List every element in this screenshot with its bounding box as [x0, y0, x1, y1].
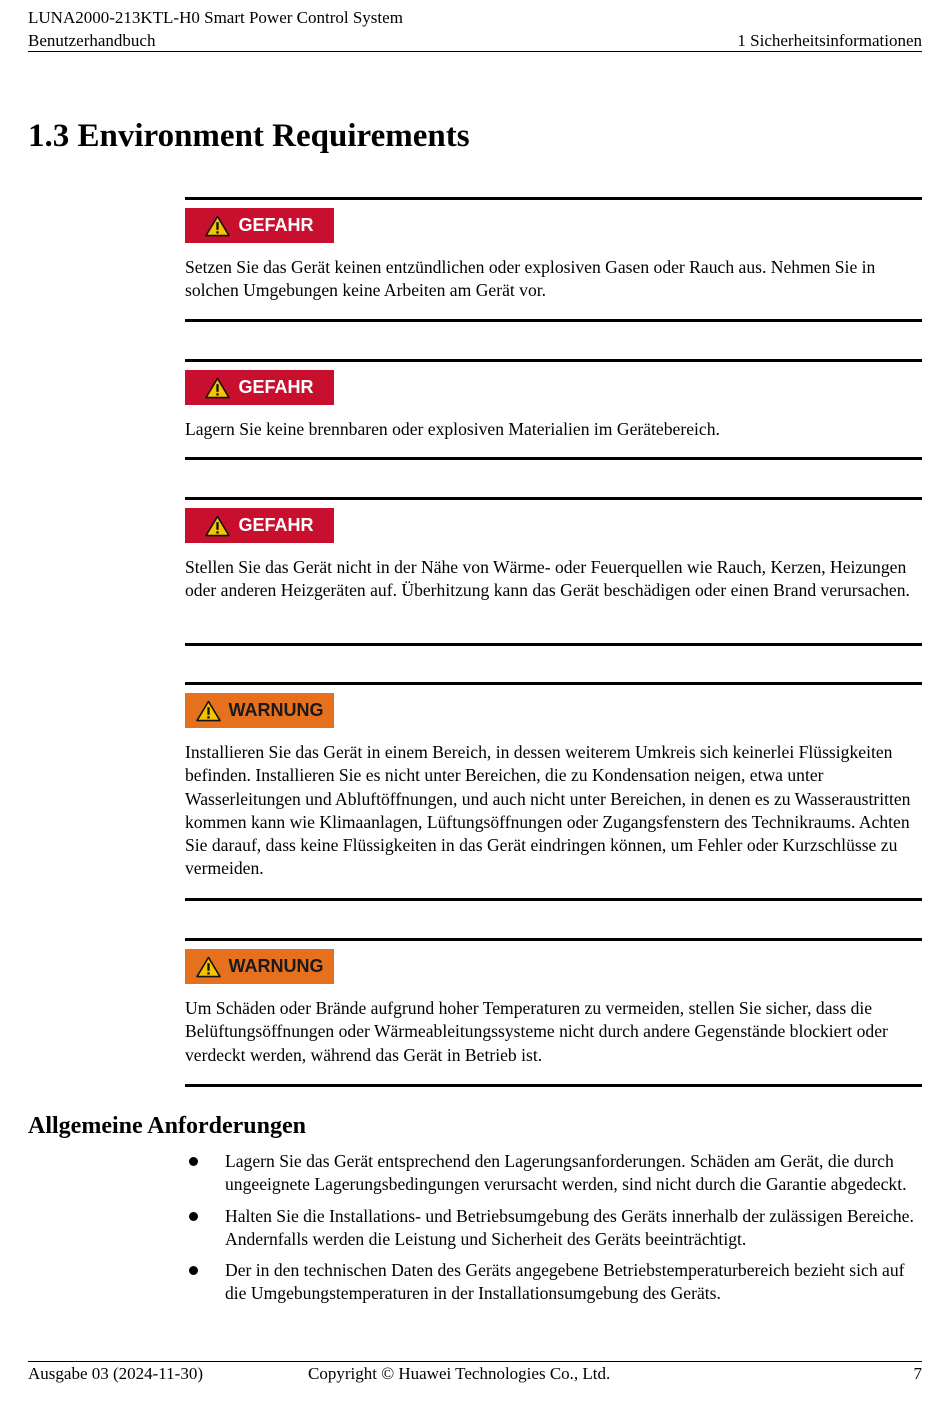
list-item-text: Der in den technischen Daten des Geräts angegebene Betriebstemperaturbereich bezieht sich auf die Umgebungstemperaturen in der Installationsumgebung des Geräts. — [225, 1260, 905, 1304]
warning-triangle-icon — [196, 956, 221, 978]
notice-text: Um Schäden oder Brände aufgrund hoher Temperaturen zu vermeiden, stellen Sie sicher, dass die Belüftungsöffnungen oder Wärmeableitungssysteme nicht durch andere Gegenstände blockiert oder verdeckt werden, während das Gerät in Betrieb ist. — [185, 998, 888, 1065]
danger-label — [185, 370, 334, 405]
list-item-text: Halten Sie die Installations- und Betriebsumgebung des Geräts innerhalb der zulässigen Bereiche. Andernfalls werden die Leistung und Sicherheit des Geräts beeinträchtigt. — [225, 1205, 914, 1249]
warning-triangle-icon — [205, 215, 230, 237]
list-item — [185, 1205, 922, 1252]
warning-notice — [185, 938, 922, 1087]
danger-label — [185, 508, 334, 543]
warning-triangle-icon — [196, 700, 221, 722]
notice-label-text: WARNUNG — [228, 956, 324, 976]
notice-label-text: GEFAHR — [238, 515, 314, 535]
chapter-title: 1 Sicherheitsinformationen — [737, 31, 922, 50]
copyright: Copyright © Huawei Technologies Co., Ltd. — [308, 1364, 611, 1383]
page-header-left — [28, 6, 403, 52]
danger-notice — [185, 197, 922, 322]
list-item — [185, 1150, 922, 1197]
warning-notice — [185, 682, 922, 901]
page-number: 7 — [913, 1364, 922, 1383]
header-divider — [28, 51, 922, 52]
bullet-icon — [189, 1266, 198, 1275]
danger-notice — [185, 359, 922, 460]
warning-label — [185, 949, 334, 984]
list-item-text: Lagern Sie das Gerät entsprechend den Lagerungsanforderungen. Schäden am Gerät, die durch ungeeignete Lagerungsbedingungen verursacht werden, sind nicht durch die Garantie abgedeckt. — [225, 1151, 907, 1195]
bullet-icon — [189, 1212, 198, 1221]
general-requirements-list — [185, 1150, 922, 1314]
list-item — [185, 1259, 922, 1306]
document-type: Benutzerhandbuch — [28, 31, 156, 50]
notice-label-text: GEFAHR — [238, 377, 314, 397]
bullet-icon — [189, 1157, 198, 1166]
notice-label-text: WARNUNG — [228, 700, 324, 720]
notice-text: Installieren Sie das Gerät in einem Bereich, in dessen weiterem Umkreis sich keinerlei Flüssigkeiten befinden. Installieren Sie es nicht unter Bereichen, die zu Kondensation neigen, etwa unter Wasserleitungen und Abluftöffnungen, und auch nicht unter Bereichen, in denen es zu Wasseraustritten kommen kann wie Klimaanlagen, Lüftungsöffnungen oder Zugangsfenstern des Technikraums. Achten Sie darauf, dass keine Flüssigkeiten in das Gerät eindringen können, um Fehler oder Kurzschlüsse zu vermeiden. — [185, 742, 911, 879]
warning-label — [185, 693, 334, 728]
section-title: 1.3 Environment Requirements — [28, 118, 470, 154]
danger-notice — [185, 497, 922, 646]
general-requirements-heading: Allgemeine Anforderungen — [28, 1113, 306, 1139]
notice-label-text: GEFAHR — [238, 215, 314, 235]
notice-text: Lagern Sie keine brennbaren oder explosiven Materialien im Gerätebereich. — [185, 419, 720, 439]
issue-info: Ausgabe 03 (2024-11-30) — [28, 1364, 203, 1383]
product-name: LUNA2000-213KTL-H0 Smart Power Control System — [28, 8, 403, 27]
warning-triangle-icon — [205, 377, 230, 399]
notice-text: Setzen Sie das Gerät keinen entzündlichen oder explosiven Gasen oder Rauch aus. Nehmen Sie in solchen Umgebungen keine Arbeiten am Gerät vor. — [185, 257, 876, 301]
notice-text: Stellen Sie das Gerät nicht in der Nähe von Wärme- oder Feuerquellen wie Rauch, Kerzen, Heizungen oder anderen Heizgeräten auf. Überhitzung kann das Gerät beschädigen oder einen Brand verursachen. — [185, 557, 910, 601]
danger-label — [185, 208, 334, 243]
warning-triangle-icon — [205, 515, 230, 537]
